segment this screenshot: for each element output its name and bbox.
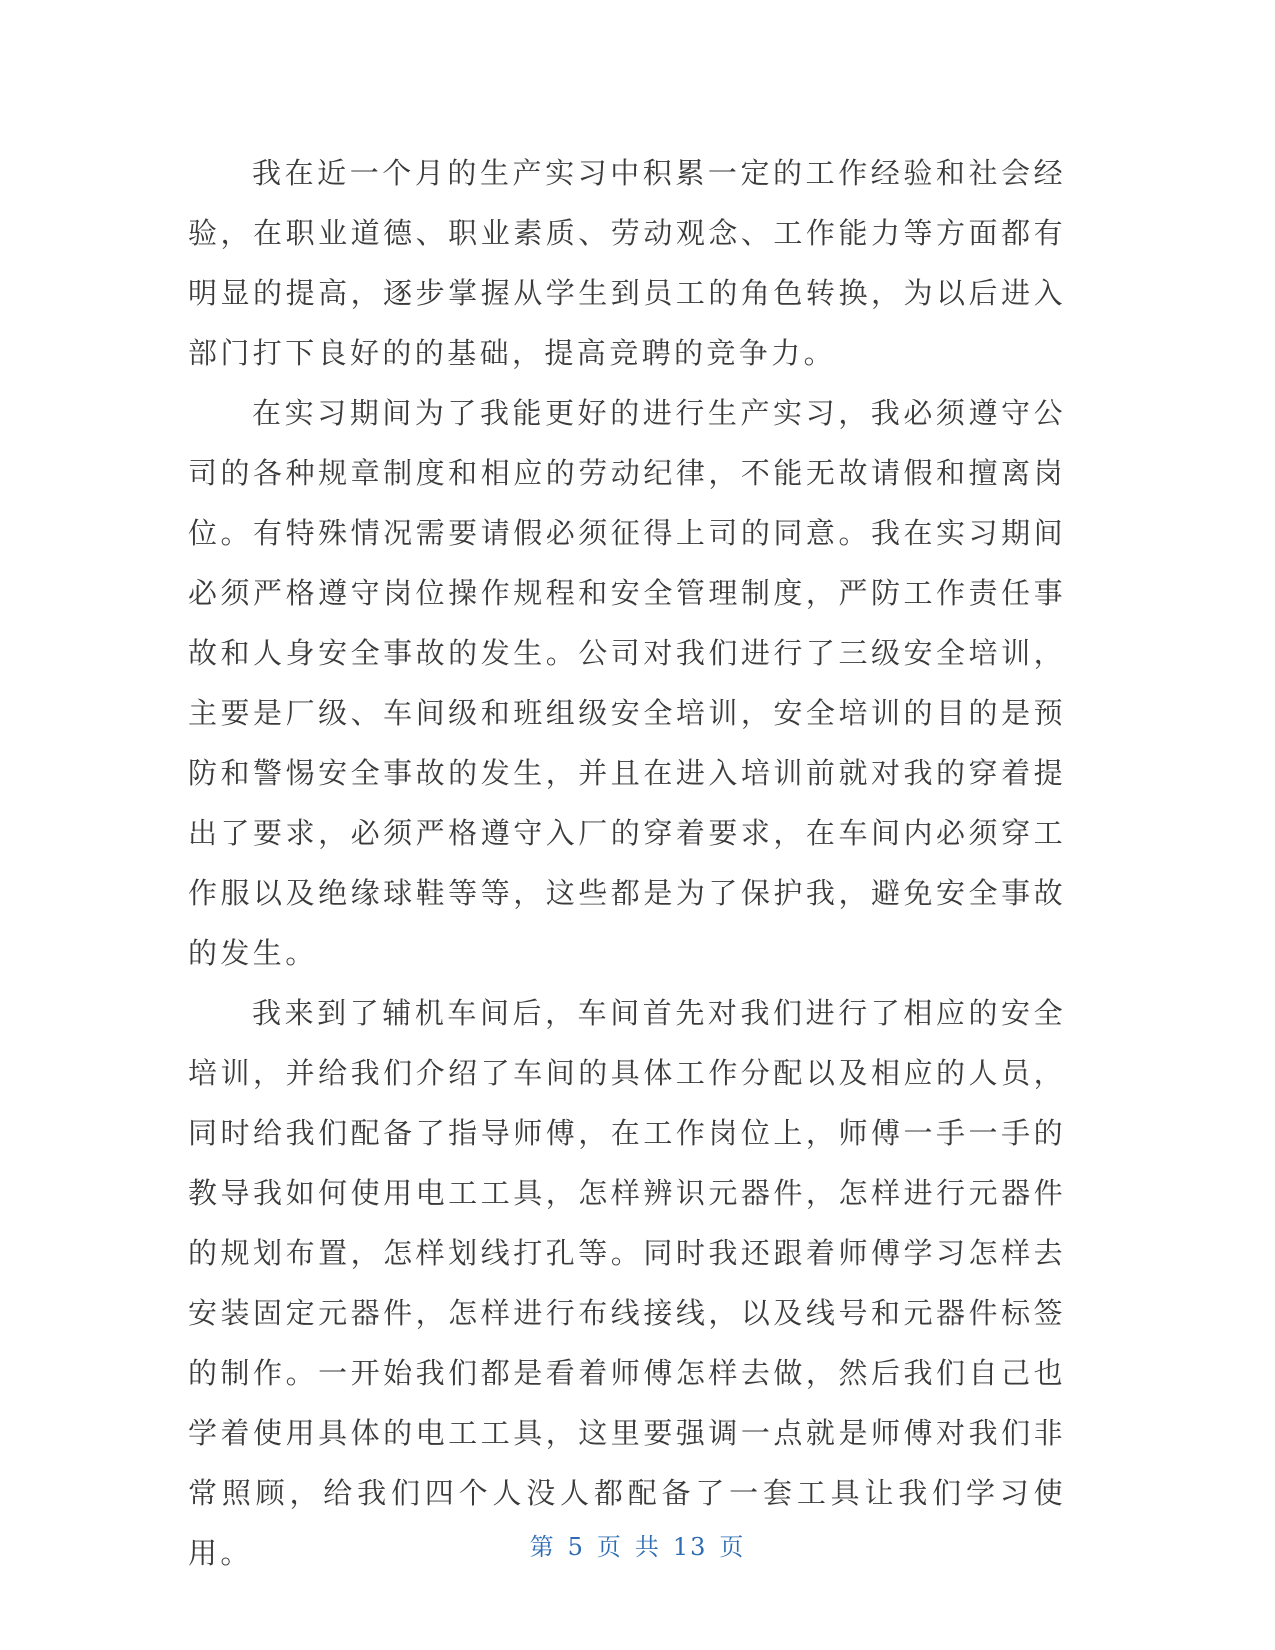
page-label: 页 [596, 1533, 623, 1561]
page-footer [0, 1527, 1275, 1562]
total-pages-number: 13 [672, 1533, 708, 1561]
total-label: 页 [719, 1533, 746, 1561]
paragraph-1: 我在近一个月的生产实习中积累一定的工作经验和社会经验，在职业道德、职业素质、劳动观念、工作能力等方面都有明显的提高，逐步掌握从学生到员工的角色转换，为以后进入部门打下良好的的基础，提高竞聘的竞争力。 [188, 156, 1066, 370]
paragraph-3: 我来到了辅机车间后，车间首先对我们进行了相应的安全培训，并给我们介绍了车间的具体工作分配以及相应的人员，同时给我们配备了指导师傅，在工作岗位上，师傅一手一手的教导我如何使用电工工具，怎样辨识元器件，怎样进行元器件的规划布置，怎样划线打孔等。同时我还跟着师傅学习怎样去安装固定元器件，怎样进行布线接线，以及线号和元器件标签的制作。一开始我们都是看着师傅怎样去做，然后我们自己也学着使用具体的电工工具，这里要强调一点就是师傅对我们非常照顾，给我们四个人没人都配备了一套工具让我们学习使用。 [188, 996, 1066, 1570]
paragraph-2: 在实习期间为了我能更好的进行生产实习，我必须遵守公司的各种规章制度和相应的劳动纪律，不能无故请假和擅离岗位。有特殊情况需要请假必须征得上司的同意。我在实习期间必须严格遵守岗位操作规程和安全管理制度，严防工作责任事故和人身安全事故的发生。公司对我们进行了三级安全培训，主要是厂级、车间级和班组级安全培训，安全培训的目的是预防和警惕安全事故的发生，并且在进入培训前就对我的穿着提出了要求，必须严格遵守入厂的穿着要求，在车间内必须穿工作服以及绝缘球鞋等等，这些都是为了保护我，避免安全事故的发生。 [188, 396, 1066, 970]
current-page-number: 5 [567, 1533, 585, 1561]
document-body [188, 143, 1066, 1583]
total-prefix: 共 [634, 1533, 661, 1561]
page-prefix: 第 [529, 1533, 556, 1561]
